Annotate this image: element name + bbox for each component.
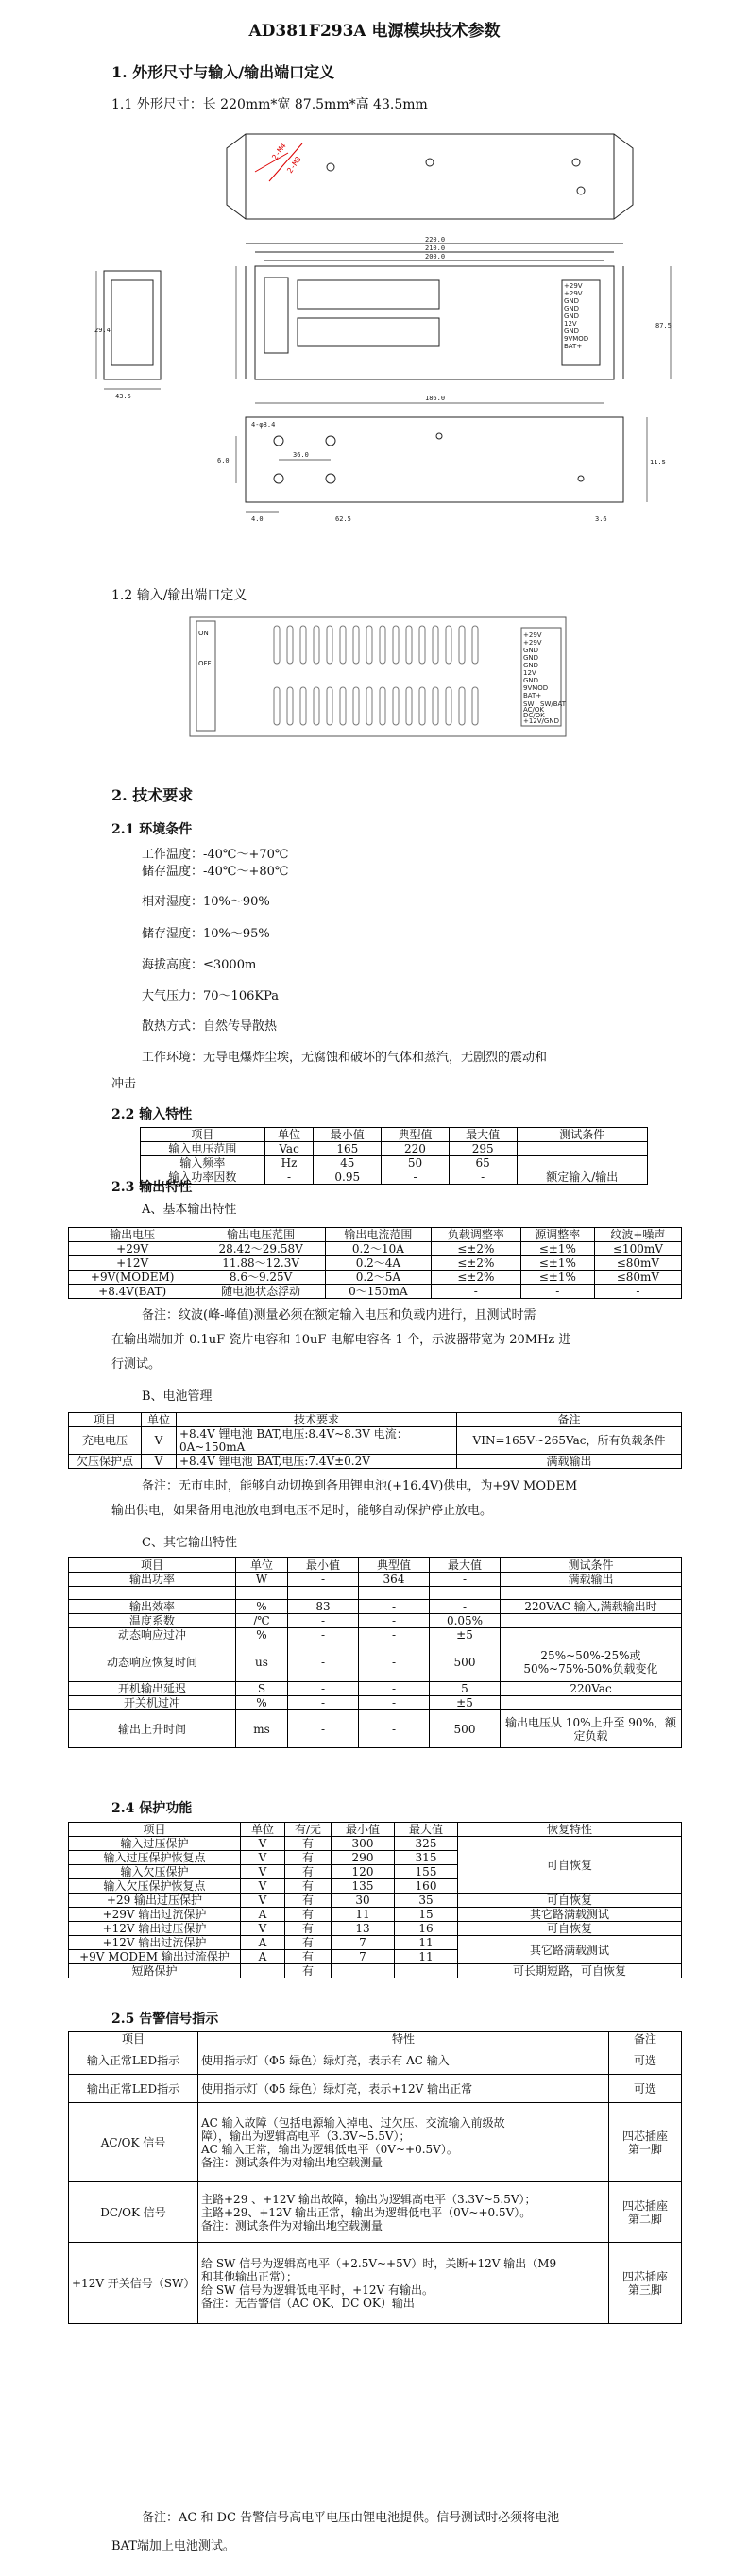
svg-text:2-M3: 2-M3 [285,155,303,176]
table-row: +9V MODEM 输出过流保护 A 有 7 11 [69,1950,682,1964]
svg-text:GND: GND [523,647,539,654]
output-note: 备注：纹波(峰-峰值)测量必须在额定输入电压和负载内进行，且测试时需 [142,1308,536,1322]
table-row: 输入欠压保护恢复点 V 有 135 160 [69,1879,682,1894]
table-row: 输出功率 W - 364 - 满载输出 [69,1573,682,1587]
table-row: 输出效率 % 83 - - 220VAC 输入,满载输出时 [69,1600,682,1614]
svg-text:200.0: 200.0 [425,253,446,261]
section-2-heading: 2. 技术要求 [111,786,194,804]
front-view [236,236,672,379]
svg-text:AC/OK: AC/OK [523,706,545,714]
table-row: 短路保护 有 可长期短路，可自恢复 [69,1964,682,1978]
table-row: 开机输出延迟 S - - 5 220Vac [69,1682,682,1696]
svg-text:3.6: 3.6 [595,515,607,523]
svg-text:GND: GND [523,662,539,669]
alarm-heading: 2.5 告警信号指示 [111,2012,219,2027]
alarm-table: 项目 特性 备注 输入正常LED指示 使用指示灯（Φ5 绿色）绿灯亮，表示有 AC 输入 可选 输出正常LED指示 使用指示灯（Φ5 绿色）绿灯亮，表示+12V 输出正常 可选 AC/OK 信号 AC 输入故障（包括电源输入掉电、过欠压、交流输入前级故 障），输出为逻辑高电平（3.3V~5.5V）； AC 输入正常，输出为逻辑低电平（0V~+0.5V）。 备注：测试条件为对输出地空载测量 四芯插座 第一脚 DC/OK 信号 主路+29 、+12V 输出故障，输出为逻辑高电平（3.3V~5.5V）； 主路+29、+12V 输出正常，输出为逻辑低电平（0V~+0.5V）。 备注：测试条件为对输出地空载测量 四芯插座 第二脚 +12V 开关信号（SW） 给 SW 信号为逻辑高电平（+2.5V~+5V）时，关断+12V 输出（M9 和其他输出正常）； 给 SW 信号为逻辑低电平时，+12V 有输出。 备注：无告警信（AC OK、DC OK）输出 四芯插座 第三脚 [68,2031,682,2324]
table-row: +12V 开关信号（SW） 给 SW 信号为逻辑高电平（+2.5V~+5V）时，关断+12V 输出（M9 和其他输出正常）； 给 SW 信号为逻辑低电平时，+12V 有输出。 备注：无告警信（AC OK、DC OK）输出 四芯插座 第三脚 [69,2243,682,2324]
env-line: 相对湿度：10%～90% [142,895,270,909]
svg-text:GND: GND [564,297,580,305]
output-table: 输出电压 输出电压范围 输出电流范围 负载调整率 源调整率 纹波+噪声 +29V 28.42～29.58V 0.2～10A ≤±2% ≤±1% ≤100mV +12V 11.88～12.3V 0.2～4A ≤±2% ≤±1% ≤80mV +9V(MODEM) 8.6～9.25V 0.2～5A ≤±2% ≤±1% ≤80mV +8.4V(BAT) 随电池状态浮动 0～150mA - - - [68,1227,682,1299]
battery-note: 备注：无市电时，能够自动切换到备用锂电池(+16.4V)供电，为+9V MODEM [142,1479,578,1493]
svg-text:2-M4: 2-M4 [270,142,288,162]
battery-note: 输出供电，如果备用电池放电到电压不足时，能够自动保护停止放电。 [111,1504,493,1518]
svg-text:GND: GND [564,312,580,320]
table-row: 输入过压保护 V 有 300 325 可自恢复 [69,1837,682,1851]
svg-text:+29V: +29V [523,631,542,639]
input-heading: 2.2 输入特性 [111,1107,193,1122]
port-panel-diagram [189,616,567,737]
isometric-view [227,134,633,219]
env-line: 工作温度：-40℃～+70℃ [142,848,289,862]
table-row: 开关机过冲 % - - ±5 [69,1696,682,1710]
svg-text:SW/BAT: SW/BAT [540,700,567,708]
table-row: 欠压保护点 V +8.4V 锂电池 BAT,电压:7.4V±0.2V 满载输出 [69,1455,682,1469]
svg-text:6.0: 6.0 [217,457,230,464]
table-row: +29 输出过压保护 V 有 30 35 可自恢复 [69,1894,682,1908]
env-heading: 2.1 环境条件 [111,822,193,837]
table-row [69,1587,682,1600]
table-row: +9V(MODEM) 8.6～9.25V 0.2～5A ≤±2% ≤±1% ≤80mV [69,1271,682,1285]
svg-text:BAT+: BAT+ [523,692,542,699]
svg-text:+12V/GND: +12V/GND [523,717,559,725]
svg-text:BAT+: BAT+ [564,343,583,350]
svg-text:12V: 12V [564,320,577,328]
side-view [94,271,161,400]
svg-text:11.5: 11.5 [650,459,666,466]
svg-text:9VMOD: 9VMOD [523,684,549,692]
svg-text:GND: GND [523,677,539,684]
svg-text:62.5: 62.5 [335,515,351,523]
svg-text:4-φ8.4: 4-φ8.4 [251,421,276,429]
table-row: +29V 28.42～29.58V 0.2～10A ≤±2% ≤±1% ≤100mV [69,1242,682,1256]
table-row: 温度系数 /℃ - - 0.05% [69,1614,682,1628]
svg-text:87.5: 87.5 [655,322,672,329]
battery-table: 项目 单位 技术要求 备注 充电电压 V +8.4V 锂电池 BAT,电压:8.4V~8.3V 电流：0A~150mA VIN=165V~265Vac，所有负载条件 欠压保护点 V +8.4V 锂电池 BAT,电压:7.4V±0.2V 满载输出 [68,1412,682,1469]
svg-text:+29V: +29V [564,282,583,290]
svg-text:+29V: +29V [523,639,542,647]
output-heading: 2.3 输出特性 [111,1180,193,1195]
svg-text:186.0: 186.0 [425,395,446,402]
table-row: 充电电压 V +8.4V 锂电池 BAT,电压:8.4V~8.3V 电流：0A~150mA VIN=165V~265Vac，所有负载条件 [69,1427,682,1455]
svg-text:220.0: 220.0 [425,236,446,244]
table-row: +12V 输出过流保护 A 有 7 11 其它路满载测试 [69,1936,682,1950]
env-line: 冲击 [111,1077,137,1091]
svg-text:43.5: 43.5 [115,393,131,400]
svg-text:210.0: 210.0 [425,244,446,252]
table-row: 输入功率因数 - 0.95 - - 额定输入/输出 [141,1170,648,1185]
input-table: 项目 单位 最小值 典型值 最大值 测试条件 输入电压范围 Vac 165 220 295 输入频率 Hz 45 50 65 输入功率因数 - 0.95 - - 额定输入/输出 [140,1127,648,1185]
svg-text:36.0: 36.0 [293,451,309,459]
env-line: 散热方式：自然传导散热 [142,1019,278,1034]
table-row: 输出上升时间 ms - - 500 输出电压从 10%上升至 90%，额定负载 [69,1710,682,1748]
table-row: 输入欠压保护 V 有 120 155 [69,1865,682,1879]
svg-text:GND: GND [523,654,539,662]
table-row: AC/OK 信号 AC 输入故障（包括电源输入掉电、过欠压、交流输入前级故 障），输出为逻辑高电平（3.3V~5.5V）； AC 输入正常，输出为逻辑低电平（0V~+0.5V）。 备注：测试条件为对输出地空载测量 四芯插座 第一脚 [69,2103,682,2182]
svg-text:12V: 12V [523,669,536,677]
protection-table: 项目 单位 有/无 最小值 最大值 恢复特性 输入过压保护 V 有 300 325 可自恢复 输入过压保护恢复点 V 有 290 315 输入欠压保护 V 有 120 155 输入欠压保护恢复点 V 有 135 160 +29 输出过压保护 V 有 30 35 可自恢复 +29V 输出过流保护 A 有 11 15 其它路满载测试 +12V 输出过压保护 V 有 13 16 可自恢复 +12V 输出过流保护 A 有 7 11 其它路满载测试 +9V MODEM 输出过流保护 A 有 7 11 短路保护 有 可长期短路，可自恢复 [68,1822,682,1978]
output-note: 行测试。 [111,1357,162,1372]
env-line: 工作环境：无导电爆炸尘埃，无腐蚀和破坏的气体和蒸汽，无剧烈的震动和 [142,1051,548,1065]
table-row: +29V 输出过流保护 A 有 11 15 其它路满载测试 [69,1908,682,1922]
table-row: 输入频率 Hz 45 50 65 [141,1156,648,1170]
env-line: 大气压力：70～106KPa [142,989,279,1003]
table-row: 输入过压保护恢复点 V 有 290 315 [69,1851,682,1865]
env-line: 海拔高度：≤3000m [142,958,257,972]
bottom-view [217,395,666,523]
final-note: 备注：AC 和 DC 告警信号高电平电压由锂电池提供。信号测试时必须将电池 [142,2511,560,2525]
svg-text:+29V: +29V [564,290,583,297]
table-row: 输出正常LED指示 使用指示灯（Φ5 绿色）绿灯亮，表示+12V 输出正常 可选 [69,2075,682,2103]
mechanical-drawing [94,115,680,568]
table-row: 动态响应恢复时间 us - - 500 25%~50%-25%或 50%~75%-50%负载变化 [69,1642,682,1682]
final-note: BAT端加上电池测试。 [111,2539,235,2553]
svg-text:9VMOD: 9VMOD [564,335,589,343]
svg-text:SW: SW [523,700,535,708]
document-title: AD381F293A 电源模块技术参数 [248,22,501,41]
table-row: 动态响应过冲 % - - ±5 [69,1628,682,1642]
output-subheading: A、基本输出特性 [142,1203,237,1217]
svg-text:OFF: OFF [198,660,212,667]
svg-text:29.4: 29.4 [94,327,111,334]
table-row: 输入正常LED指示 使用指示灯（Φ5 绿色）绿灯亮，表示有 AC 输入 可选 [69,2046,682,2075]
other-table: 项目 单位 最小值 典型值 最大值 测试条件 输出功率 W - 364 - 满载输出 输出效率 % 83 - - 220VAC 输入,满载输出时 温度系数 /℃ - - 0.05% 动态响应过冲 % - - ±5 动态响应恢复时间 us - - 500 25%~50%-25%或 50%~75%-50%负载变化 开机输出延迟 S - - 5 220Vac 开关机过冲 % - - ±5 输出上升时间 ms - - 500 输出电压从 10%上升至 90%，额定负载 [68,1557,682,1748]
env-line: 储存湿度：10%～95% [142,927,270,941]
svg-text:4.0: 4.0 [251,515,264,523]
svg-text:GND: GND [564,328,580,335]
protection-heading: 2.4 保护功能 [111,1801,193,1816]
table-row: 输入电压范围 Vac 165 220 295 [141,1142,648,1156]
section-1-heading: 1. 外形尺寸与输入/输出端口定义 [111,63,335,81]
output-note: 在输出端加并 0.1uF 瓷片电容和 10uF 电解电容各 1 个，示波器带宽为 20MHz 进 [111,1333,571,1347]
svg-text:DC/OK: DC/OK [523,712,545,719]
svg-text:ON: ON [198,630,209,637]
section-1-2-heading: 1.2 输入/输出端口定义 [111,588,247,603]
table-row: +12V 11.88～12.3V 0.2～4A ≤±2% ≤±1% ≤80mV [69,1256,682,1271]
svg-text:GND: GND [564,305,580,312]
table-row: +8.4V(BAT) 随电池状态浮动 0～150mA - - - [69,1285,682,1299]
battery-heading: B、电池管理 [142,1389,213,1404]
table-row: DC/OK 信号 主路+29 、+12V 输出故障，输出为逻辑高电平（3.3V~5.5V）； 主路+29、+12V 输出正常，输出为逻辑低电平（0V~+0.5V）。 备注：测试条件为对输出地空载测量 四芯插座 第二脚 [69,2182,682,2243]
section-1-1-heading: 1.1 外形尺寸：长 220mm*宽 87.5mm*高 43.5mm [111,97,428,112]
table-row: +12V 输出过压保护 V 有 13 16 可自恢复 [69,1922,682,1936]
env-line: 储存温度：-40℃～+80℃ [142,865,289,879]
other-heading: C、其它输出特性 [142,1536,237,1550]
